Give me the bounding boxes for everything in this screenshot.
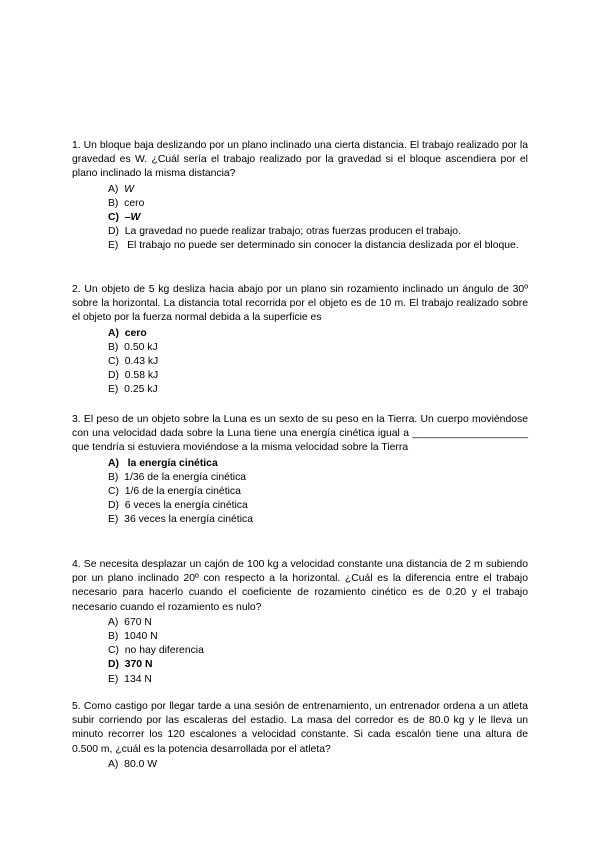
question-1-stem: 1. Un bloque baja deslizando por un plano inclinado una cierta distancia. El trabajo realizado por la gravedad es W. ¿Cuál sería el trabajo realizado por la gravedad si el bloque ascendiera por el plano inclinado la misma distancia? (72, 140, 528, 180)
option-1e: E) El trabajo no puede ser determinado sin conocer la distancia deslizada por el bloque. (108, 240, 519, 252)
option-1c: C) –W (108, 212, 141, 224)
question-4-options (108, 616, 528, 687)
option-4e: E) 134 N (108, 673, 152, 685)
option-1b: B) cero (108, 197, 145, 209)
option-2d: D) 0.58 kJ (108, 370, 159, 382)
option-2c: C) 0.43 kJ (108, 356, 159, 368)
question-4 (72, 558, 528, 687)
question-5-stem: 5. Como castigo por llegar tarde a una sesión de entrenamiento, un entrenador ordena a un atleta subir corriendo por las escaleras del estadio. La masa del corredor es de 80.0 kg y le lleva un minuto recorrer los 120 escalones a velocidad constante. Si cada escalón tiene una altura de 0.500 m, ¿cuál es la potencia desarrollada por el atleta? (72, 701, 528, 755)
question-5 (72, 700, 528, 772)
option-3b: B) 1/36 de la energía cinética (108, 471, 247, 483)
question-2 (72, 283, 528, 398)
question-3 (72, 413, 528, 528)
option-1d: D) La gravedad no puede realizar trabajo; otras fuerzas producen el trabajo. (108, 226, 461, 238)
question-3-stem: 3. El peso de un objeto sobre la Luna es un sexto de su peso en la Tierra. Un cuerpo moviéndose con una velocidad dada sobre la Luna tiene una energía cinética igual a ____________________que tendría si estuviera moviéndose a la misma velocidad sobre la Tierra (72, 414, 528, 454)
option-4c: C) no hay diferencia (108, 645, 204, 657)
option-5a: A) 80.0 W (108, 758, 158, 770)
option-1a: A) W (108, 183, 134, 195)
question-2-stem: 2. Un objeto de 5 kg desliza hacia abajo por un plano sin rozamiento inclinado un ángulo de 30º sobre la horizontal. La distancia total recorrida por el objeto es de 10 m. El trabajo realizado sobre el objeto por la fuerza normal debida a la superficie es (72, 284, 528, 324)
option-4a: A) 670 N (108, 616, 152, 628)
option-3e: E) 36 veces la energía cinética (108, 514, 253, 526)
answer-blank: ____________________ (412, 428, 528, 440)
option-3c: C) 1/6 de la energía cinética (108, 486, 241, 498)
option-2a: A) cero (108, 327, 147, 339)
question-4-stem: 4. Se necesita desplazar un cajón de 100 kg a velocidad constante una distancia de 2 m subiendo por un plano inclinado 20º con respecto a la horizontal. ¿Cuál es la diferencia entre el trabajo necesario para hacerlo cuando el coeficiente de rozamiento cinético es de 0.20 y el trabajo necesario cuando el rozamiento es nulo? (72, 559, 528, 613)
option-2b: B) 0.50 kJ (108, 341, 158, 353)
question-2-options (108, 327, 528, 398)
question-5-options (108, 758, 528, 772)
question-1 (72, 139, 528, 254)
question-1-options (108, 183, 528, 254)
question-3-options (108, 457, 528, 528)
option-2e: E) 0.25 kJ (108, 384, 158, 396)
option-3d: D) 6 veces la energía cinética (108, 500, 248, 512)
option-4b: B) 1040 N (108, 631, 158, 643)
option-3a: A) la energía cinética (108, 457, 218, 469)
option-4d: D) 370 N (108, 659, 153, 671)
